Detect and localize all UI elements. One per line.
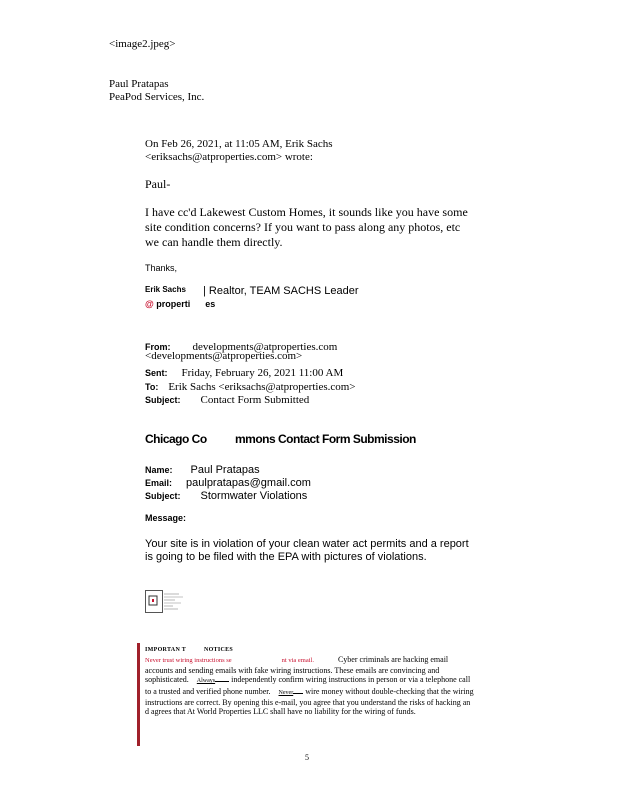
form-message-body: Your site is in violation of your clean water act permits and a report is going to be filed with the EPA with pictures of violations. [145,538,469,563]
sent-label: Sent: [145,368,168,378]
reply-signature-name: Erik Sachs [145,285,186,294]
form-name-value: Paul Pratapas [190,464,260,476]
image-attachment-icon[interactable] [145,590,185,616]
logo-text: properti es [156,299,216,309]
sender-signature-company: PeaPod Services, Inc. [109,91,205,103]
notice-accent-bar [137,643,140,746]
form-subject-label: Subject: [145,491,181,501]
notice-always: Always [196,678,216,685]
form-email-label: Email: [145,478,173,488]
from-value-bracketed: <developments@atproperties.com> [145,350,303,362]
from-value: developments@atproperties.com [192,341,338,353]
forwarded-subject [145,390,309,408]
reply-body: I have cc'd Lakewest Custom Homes, it sounds like you have some site condition concerns? If you want to pass along any photos, etc we can handle them directly. [145,205,468,249]
notice-text-2: independently confirm wiring instructions in person or via a telephone call to a trusted and verified phone number. [145,675,471,696]
form-message-label: Message: [145,513,187,523]
reply-thanks: Thanks, [145,263,178,273]
company-logo [145,299,215,309]
quote-header-line1: On Feb 26, 2021, at 11:05 AM, Erik Sachs [145,138,333,150]
image-reference: <image2.jpeg> [109,38,176,50]
form-name-label: Name: [145,465,173,475]
notice-never: Never [278,689,294,696]
notice-red-lead: Never trust wiring instructions se [145,657,232,665]
notice-text-3: wire money without double-checking that the wiring instructions are correct. By opening this e-mail, you agree that you understand the risks of hacking an d agrees that At World Properties LLC shall have no liability for the wiring of funds. [145,686,474,717]
to-value: Erik Sachs <eriksachs@atproperties.com> [168,381,356,393]
notice-red-tail: nt via email. [281,657,314,665]
quote-header-line2: <eriksachs@atproperties.com> wrote: [145,151,313,163]
form-title: Chicago Co mmons Contact Form Submission [145,432,416,446]
form-email-value: paulpratapas@gmail.com [186,477,311,489]
from-label: From: [145,342,171,352]
sent-value: Friday, February 26, 2021 11:00 AM [181,367,344,379]
wire-fraud-notice [145,646,475,717]
form-subject-value: Stormwater Violations [200,490,308,502]
notice-title: IMPORTAN T NOTICES [145,647,234,653]
notice-text-1: Cyber criminals are hacking email accounts and sending emails with fake wiring instructions. These emails are convincing and sophisticated. [145,655,449,685]
reply-greeting: Paul- [145,177,171,191]
to-label: To: [145,382,159,392]
sender-signature-name: Paul Pratapas [109,78,169,90]
subject-label: Subject: [145,395,181,405]
reply-signature-role: | Realtor, TEAM SACHS Leader [203,285,359,297]
page-number: 5 [305,753,309,762]
subject-value: Contact Form Submitted [200,394,310,406]
logo-at-symbol: @ [145,299,154,309]
form-subject-row [145,486,307,504]
